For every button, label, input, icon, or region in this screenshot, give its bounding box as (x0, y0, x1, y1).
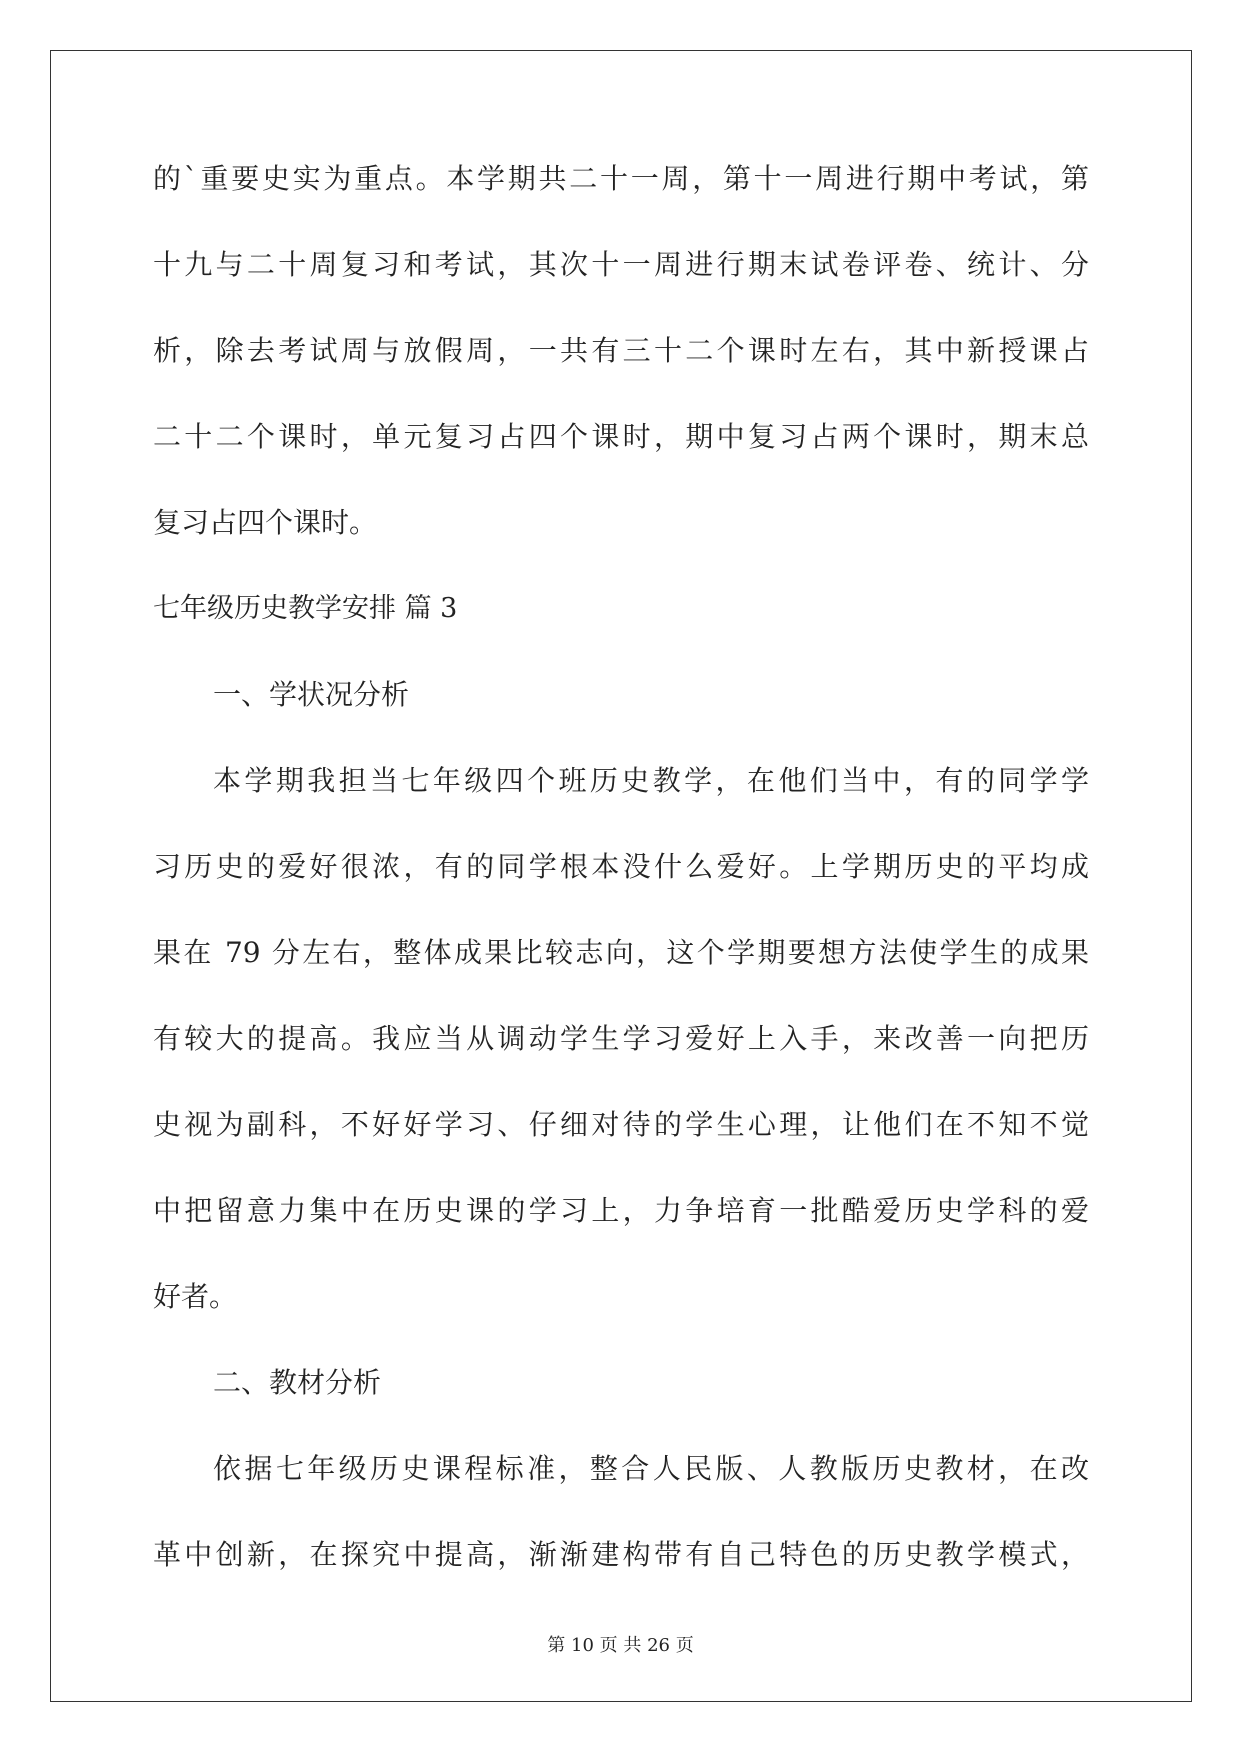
page-number: 第 10 页 共 26 页 (547, 1635, 694, 1656)
body-line: 的`重要史实为重点。本学期共二十一周，第十一周进行期中考试，第 (153, 162, 1089, 195)
body-line: 有较大的提高。我应当从调动学生学习爱好上入手，来改善一向把历 (153, 1022, 1089, 1055)
body-line: 复习占四个课时。 (153, 506, 378, 539)
body-line: 依据七年级历史课程标准，整合人民版、人教版历史教材，在改 (213, 1452, 1089, 1485)
body-line: 习历史的爱好很浓，有的同学根本没什么爱好。上学期历史的平均成 (153, 850, 1089, 883)
body-line: 析，除去考试周与放假周，一共有三十二个课时左右，其中新授课占 (153, 334, 1089, 367)
body-line: 本学期我担当七年级四个班历史教学，在他们当中，有的同学学 (213, 764, 1089, 797)
body-line: 史视为副科，不好好学习、仔细对待的学生心理，让他们在不知不觉 (153, 1108, 1089, 1141)
body-line: 中把留意力集中在历史课的学习上，力争培育一批酷爱历史学科的爱 (153, 1194, 1089, 1227)
subheading: 一、学状况分析 (213, 678, 410, 711)
body-line: 果在 79 分左右，整体成果比较志向，这个学期要想方法使学生的成果 (153, 936, 1089, 969)
body-line: 革中创新，在探究中提高，渐渐建构带有自己特色的历史教学模式， (153, 1538, 1089, 1571)
body-line: 二十二个课时，单元复习占四个课时，期中复习占两个课时，期末总 (153, 420, 1089, 453)
subheading: 二、教材分析 (213, 1366, 382, 1399)
section-title: 七年级历史教学安排 篇 3 (153, 593, 458, 624)
document-body (153, 162, 1089, 1571)
body-line: 好者。 (153, 1280, 238, 1313)
body-line: 十九与二十周复习和考试，其次十一周进行期末试卷评卷、统计、分 (153, 248, 1089, 281)
